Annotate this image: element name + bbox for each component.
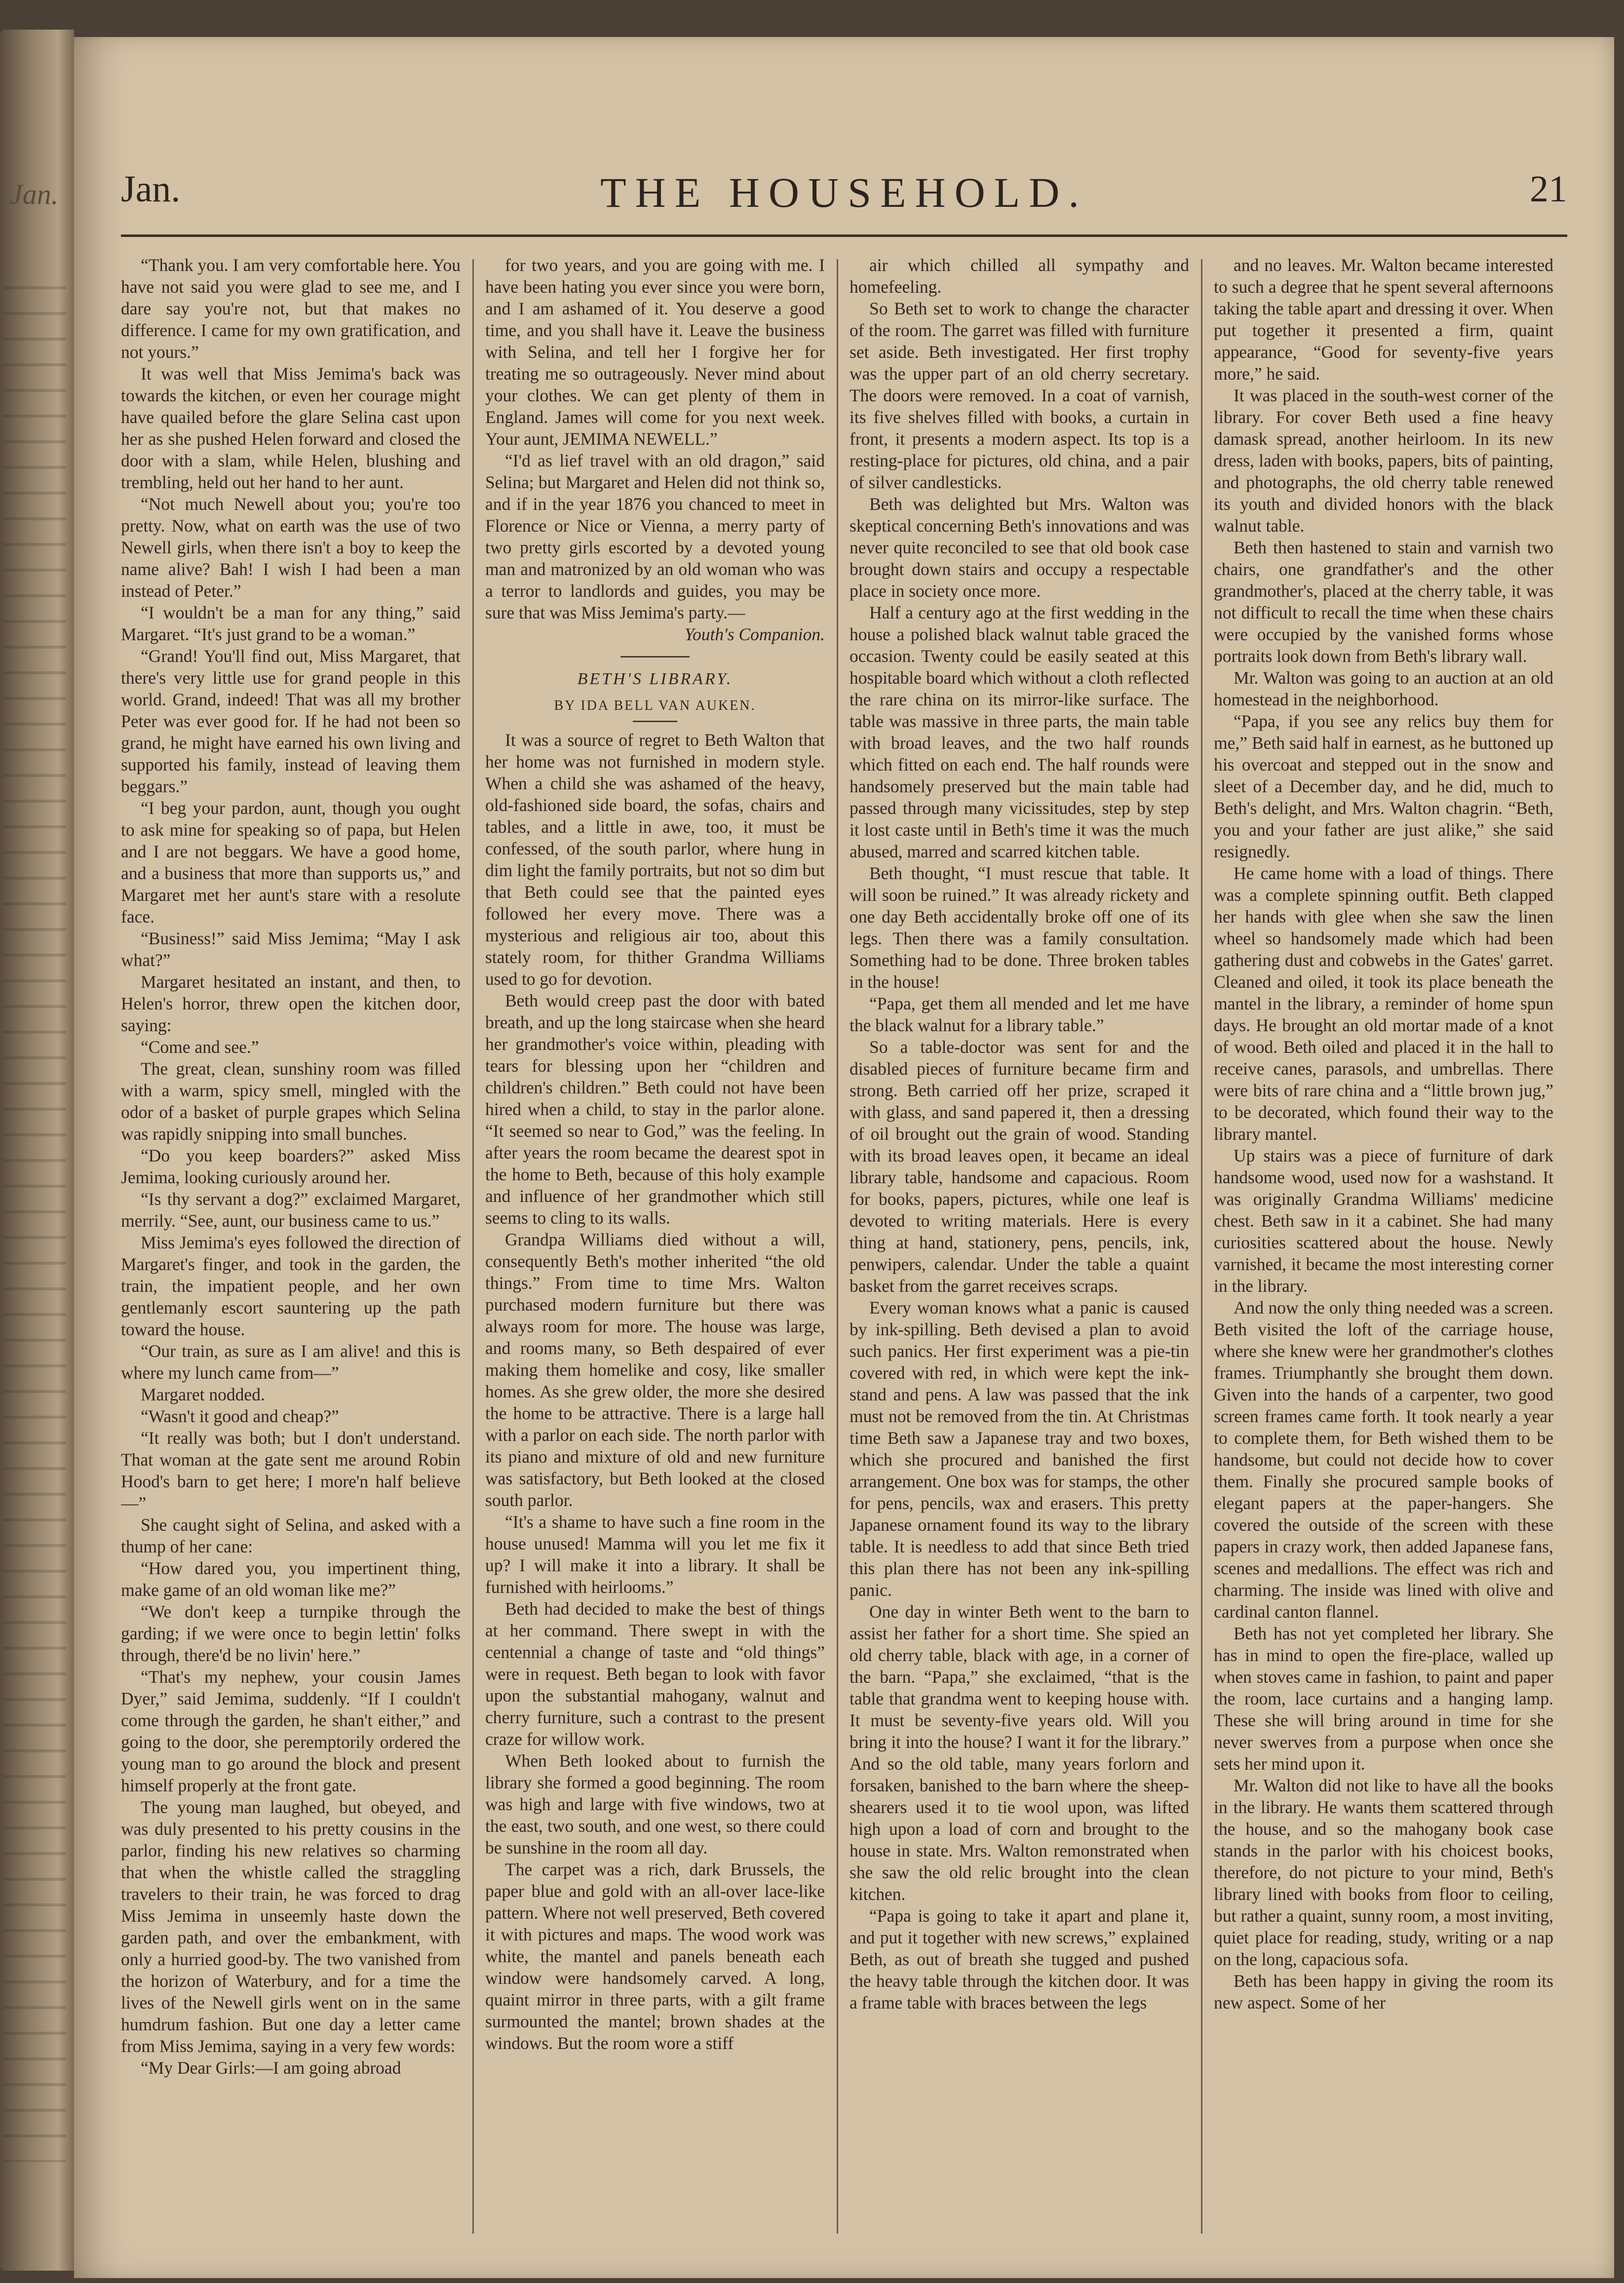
paragraph: Margaret nodded. [141, 1385, 265, 1404]
facing-page-month-label: Jan. [10, 178, 59, 210]
paragraph: And now the only thing needed was a screen. Beth visited the loft of the carriage house, where she knew were her grandmother's clothes frames. Triumphantly she brought them down. Given into the hands of a carpenter, two good screen frames came forth. It took nearly a year to complete them, for Beth wished them to be handsome, but could not decide how to cover them. Finally she procured sample books of elegant papers at the paper-hangers. She covered the outside of the screen with these papers in crazy work, then added Japanese fans, scenes and medallions. The effect was rich and charming. The inside was lined with olive and cardinal canton flannel. [1214, 1298, 1553, 1622]
paragraph: Beth has not yet completed her library. She has in mind to open the fire-place, walled up when stoves came in fashion, to paint and paper the room, lace curtains and a hanging lamp. These she will bring around in time for she never swerves from a purpose when once she sets her mind upon it. [1214, 1624, 1553, 1774]
paragraph: “It's a shame to have such a fine room in the house unused! Mamma will you let me fix it up? I will make it into a library. It shall be furnished with heirlooms.” [485, 1512, 825, 1597]
paragraph: Mr. Walton did not like to have all the books in the library. He wants them scattered through the house, and so the mahogany book case stands in the parlor with his choicest books, therefore, do not picture to your mind, Beth's library lined with books from floor to ceiling, but rather a quaint, sunny room, a most inviting, quiet place for reading, study, writing or a nap on the long, capacious sofa. [1214, 1776, 1553, 1969]
header-rule [121, 234, 1567, 237]
paragraph: “Papa, get them all mended and let me have the black walnut for a library table.” [850, 994, 1189, 1035]
paragraph: air which chilled all sympathy and homefeeling. [850, 255, 1189, 297]
paragraph: Half a century ago at the first wedding in the house a polished black walnut table graced the occasion. Twenty could be easily seated at this hospitable board which without a cloth reflected the rare china on its mirror-like surface. The table was massive in three parts, the main table with broad leaves, and the two half rounds which fitted on each end. The half rounds were handsomely preserved but the main table had passed through many vicissitudes, step by step it lost caste until in Beth's time it was the much abused, marred and scarred kitchen table. [850, 603, 1189, 861]
paragraph: “Business!” said Miss Jemima; “May I ask what?” [121, 929, 461, 970]
paragraph: Beth had decided to make the best of things at her command. There swept in with the centennial a change of taste and “old things” were in request. Beth began to look with favor upon the substantial mahogany, walnut and cherry furniture, such a contrast to the present craze for willow work. [485, 1599, 825, 1749]
paragraph: Miss Jemima's eyes followed the direction of Margaret's finger, and took in the garden, the train, the impatient people, and her own gentlemanly escort sauntering up the path toward the house. [121, 1233, 461, 1339]
paragraph: and no leaves. Mr. Walton became interested to such a degree that he spent several afternoons taking the table apart and dressing it over. When put together it presented a firm, quaint appearance, “Good for seventy-five years more,” he said. [1214, 255, 1553, 384]
column-4-body [1214, 254, 1553, 2013]
paragraph: The young man laughed, but obeyed, and was duly presented to his pretty cousins in the parlor, finding his new relatives so charming that when the whistle called the straggling travelers to their train, he was forced to drag Miss Jemima in unseemly haste down the garden path, and over the embankment, with only a hurried good-by. The two vanished from the horizon of Waterbury, and for a time the lives of the Newell girls went on in the same humdrum fashion. But one day a letter came from Miss Jemima, saying in a very few words: [121, 1797, 461, 2056]
paragraph: “How dared you, you impertinent thing, make game of an old woman like me?” [121, 1558, 461, 1600]
column-4 [1214, 254, 1553, 2239]
paragraph: “It really was both; but I don't understand. That woman at the gate sent me around Robin Hood's barn to get here; I more'n half believe—” [121, 1428, 461, 1513]
paragraph: Beth then hastened to stain and varnish two chairs, one grandfather's and the other grandmother's, placed at the cherry table, it was not difficult to recall the time when these chairs were occupied by the vanished forms whose portraits look down from Beth's library wall. [1214, 538, 1553, 666]
column-2-body [485, 254, 825, 623]
paragraph: One day in winter Beth went to the barn to assist her father for a short time. She spied an old cherry table, black with age, in a corner of the barn. “Papa,” she exclaimed, “that is the table that grandma went to keeping house with. It must be seventy-five years old. Will you bring it into the house? I want it for the library.” And so the old table, many years forlorn and forsaken, banished to the barn where the sheep-shearers used it to tie wool upon, was lifted high upon a load of corn and brought to the house in state. Mrs. Walton remonstrated when she saw the old relic brought into the clean kitchen. [850, 1602, 1189, 1904]
paragraph: He came home with a load of things. There was a complete spinning outfit. Beth clapped her hands with glee when she saw the linen wheel so handsomely made which had been gathering dust and cobwebs in the Gates' garret. Cleaned and oiled, it took its place beneath the mantel in the library, a reminder of home spun days. He brought an old mortar made of a knot of wood. Beth oiled and placed it in the hall to receive canes, parasols, and umbrellas. There were bits of rare china and a “little brown jug,” to be decorated, which found their way to the library mantel. [1214, 863, 1553, 1144]
paragraph: “Come and see.” [141, 1037, 259, 1057]
section-ornament [620, 656, 690, 658]
header-month: Jan. [121, 168, 181, 210]
paragraph: She caught sight of Selina, and asked with a thump of her cane: [121, 1515, 461, 1556]
byline-rule [633, 721, 677, 722]
page-number: 21 [1530, 168, 1567, 210]
paragraph: “Wasn't it good and cheap?” [141, 1406, 339, 1426]
paragraph: “Not much Newell about you; you're too pretty. Now, what on earth was the use of two Newell girls, when there isn't a boy to keep the name alive? Bah! I wish I had been a man instead of Peter.” [121, 494, 461, 601]
column-divider [1201, 259, 1202, 2234]
story-title: BETH'S LIBRARY. [577, 670, 733, 688]
paragraph: The carpet was a rich, dark Brussels, the paper blue and gold with an all-over lace-like pattern. Where not well preserved, Beth covered it with pictures and maps. The wood work was white, the mantel and panels beneath each window were handsomely carved. A long, quaint mirror in three parts, with a gilt frame surmounted the mantel; brown shades at the windows. But the room wore a stiff [485, 1859, 825, 2053]
paragraph: “Papa is going to take it apart and plane it, and put it together with new screws,” explained Beth, as out of breath she tugged and pushed the heavy table through the kitchen door. It was a frame table with braces between the legs [850, 1906, 1189, 2012]
story-byline: BY IDA BELL VAN AUKEN. [554, 698, 756, 713]
column-3 [850, 254, 1189, 2239]
paragraph: The great, clean, sunshiny room was filled with a warm, spicy smell, mingled with the odor of a basket of purple grapes which Selina was rapidly snipping into small bunches. [121, 1059, 461, 1144]
paragraph: “I wouldn't be a man for any thing,” said Margaret. “It's just grand to be a woman.” [121, 603, 461, 644]
column-divider [837, 259, 838, 2234]
paragraph: Beth would creep past the door with bated breath, and up the long staircase when she heard her grandmother's voice within, pleading with tears for blessing upon her “children and children's children.” Beth could not have been hired when a child, to stay in the parlor alone. “It seemed so near to God,” was the feeling. In after years the room became the dearest spot in the home to Beth, because of this holy example and influence of her grandmother which still seems to cling to its walls. [485, 991, 825, 1228]
paragraph: “Grand! You'll find out, Miss Margaret, that there's very little use for grand people in this world. Grand, indeed! That was all my brother Peter was ever good for. If he had not been so grand, he might have earned his own living and supported his family, instead of leaving them beggars.” [121, 646, 461, 796]
paragraph: Every woman knows what a panic is caused by ink-spilling. Beth devised a plan to avoid such panics. Her first experiment was a pie-tin covered with red, in which were kept the ink-stand and pens. A law was passed that the ink must not be removed from the tin. At Christmas time Beth saw a Japanese tray and two boxes, which she procured and banished the first arrangement. One box was for stamps, the other for pens, pencils, wax and erasers. This pretty Japanese ornament found its way to the library table. It is needless to add that since Beth tried this plan there has not been any ink-spilling panic. [850, 1298, 1189, 1600]
newspaper-page [74, 37, 1614, 2278]
paragraph: So a table-doctor was sent for and the disabled pieces of furniture became firm and strong. Beth carried off her prize, scraped it with glass, and sand papered it, then a dressing of oil brought out the grain of wood. Standing with its broad leaves open, it became an ideal library table, handsome and capacious. Room for books, papers, pictures, while one leaf is devoted to writing materials. Here is every thing at hand, stationery, pens, pencils, ink, penwipers, calendar. Under the table a quaint basket from the garret receives scraps. [850, 1037, 1189, 1296]
column-2 [485, 254, 825, 2239]
page-header [121, 168, 1567, 222]
paragraph: “Our train, as sure as I am alive! and this is where my lunch came from—” [121, 1341, 461, 1383]
paragraph: Up stairs was a piece of furniture of dark handsome wood, used now for a washstand. It was originally Grandma Williams' medicine chest. Beth saw in it a cabinet. She had many curiosities scattered about the house. Newly varnished, it became the most interesting corner in the library. [1214, 1146, 1553, 1296]
masthead-title: THE HOUSEHOLD. [600, 169, 1088, 216]
paragraph: It was placed in the south-west corner of the library. For cover Beth used a fine heavy damask spread, another heirloom. In its new dress, laden with books, papers, bits of painting, and photographs, the old cherry table renewed its youth and divided honors with the black walnut table. [1214, 386, 1553, 536]
paragraph: Beth was delighted but Mrs. Walton was skeptical concerning Beth's innovations and was never quite reconciled to see that old book case brought down stairs and occupy a respectable place in society once more. [850, 494, 1189, 601]
paragraph: for two years, and you are going with me. I have been hating you ever since you were born, and I am ashamed of it. You deserve a good time, and you shall have it. Leave the business with Selina, and tell her I forgive her for treating me so outrageously. Never mind about your clothes. We can get plenty of them in England. James will come for you next week. Your aunt, JEMIMA NEWELL.” [485, 255, 825, 449]
paragraph: “My Dear Girls:—I am going abroad [141, 2058, 401, 2078]
paragraph: Grandpa Williams died without a will, consequently Beth's mother inherited “the old things.” From time to time Mrs. Walton purchased modern furniture but there was always room for more. The house was large, and rooms many, so Beth despaired of ever making them homelike and cosy, like smaller homes. As she grew older, the more she desired the home to be attractive. There is a large hall with a parlor on each side. The north parlor with its piano and mixture of old and new furniture was satisfactory, but Beth looked at the closed south parlor. [485, 1230, 825, 1510]
paragraph: Margaret hesitated an instant, and then, to Helen's horror, threw open the kitchen door, saying: [121, 972, 461, 1035]
story-body [485, 729, 825, 2054]
paragraph: “That's my nephew, your cousin James Dyer,” said Jemima, suddenly. “If I couldn't come through the garden, he shan't either,” and going to the door, she peremptorily ordered the young man to go around the block and present himself properly at the front gate. [121, 1667, 461, 1795]
column-1-body [121, 254, 461, 2079]
facing-page-text-edge [3, 286, 66, 2162]
text-columns [121, 254, 1582, 2239]
paragraph: Beth has been happy in giving the room its new aspect. Some of her [1214, 1971, 1553, 2012]
column-1 [121, 254, 461, 2239]
paragraph: “Is thy servant a dog?” exclaimed Margaret, merrily. “See, aunt, our business came to us.” [121, 1189, 461, 1231]
paragraph: “Papa, if you see any relics buy them for me,” Beth said half in earnest, as he buttoned up his overcoat and stepped out in the snow and sleet of a December day, and he did, much to Beth's delight, and Mrs. Walton chagrin. “Beth, you and your father are just alike,” she said resignedly. [1214, 711, 1553, 861]
paragraph: It was a source of regret to Beth Walton that her home was not furnished in modern style. When a child she was ashamed of the heavy, old-fashioned side board, the sofas, chairs and tables, and a little in awe, too, it must be confessed, of the south parlor, where hung in dim light the family portraits, but not so dim but that Beth could see that the painted eyes followed her every move. There was a mysterious and religious air too, about this stately room, for thither Grandma Williams used to go for devotion. [485, 730, 825, 989]
paragraph: “We don't keep a turnpike through the garding; if we were once to begin lettin' folks through, there'd be no livin' here.” [121, 1602, 461, 1665]
paragraph: When Beth looked about to furnish the library she formed a good beginning. The room was high and large with five windows, two at the east, two south, and one west, so there could be sunshine in the room all day. [485, 1751, 825, 1857]
paragraph: “I'd as lief travel with an old dragon,” said Selina; but Margaret and Helen did not think so, and if in the year 1876 you chanced to meet in Florence or Nice or Vienna, a merry party of two pretty girls escorted by a devoted young man and matronized by an old woman who was a terror to landlords and guides, you may be sure that was Miss Jemima's party.— [485, 451, 825, 622]
paragraph: “Thank you. I am very comfortable here. You have not said you were glad to see me, and I dare say you're not, but that makes no difference. I came for my own gratification, and not yours.” [121, 255, 461, 362]
source-credit: Youth's Companion. [684, 624, 825, 644]
book-spine [0, 30, 74, 2271]
column-3-body [850, 254, 1189, 2013]
paragraph: It was well that Miss Jemima's back was towards the kitchen, or even her courage might have quailed before the glare Selina cast upon her as she pushed Helen forward and closed the door with a slam, while Helen, blushing and trembling, held out her hand to her aunt. [121, 364, 461, 492]
paragraph: Beth thought, “I must rescue that table. It will soon be ruined.” It was already rickety and one day Beth accidentally broke off one of its legs. Then there was a family consultation. Something had to be done. Three broken tables in the house! [850, 863, 1189, 992]
column-divider [472, 259, 474, 2234]
paragraph: “Do you keep boarders?” asked Miss Jemima, looking curiously around her. [121, 1146, 461, 1187]
paragraph: So Beth set to work to change the character of the room. The garret was filled with furniture set aside. Beth investigated. Her first trophy was the upper part of an old cherry secretary. The doors were removed. In a coat of varnish, its five shelves filled with books, a curtain in front, it presents a modern aspect. Its top is a resting-place for pictures, old china, and a pair of silver candlesticks. [850, 299, 1189, 492]
paragraph: Mr. Walton was going to an auction at an old homestead in the neighborhood. [1214, 668, 1553, 709]
paragraph: “I beg your pardon, aunt, though you ought to ask mine for speaking so of papa, but Helen and I are not beggars. We have a good home, and a business that more than supports us,” and Margaret met her aunt's stare with a resolute face. [121, 798, 461, 927]
